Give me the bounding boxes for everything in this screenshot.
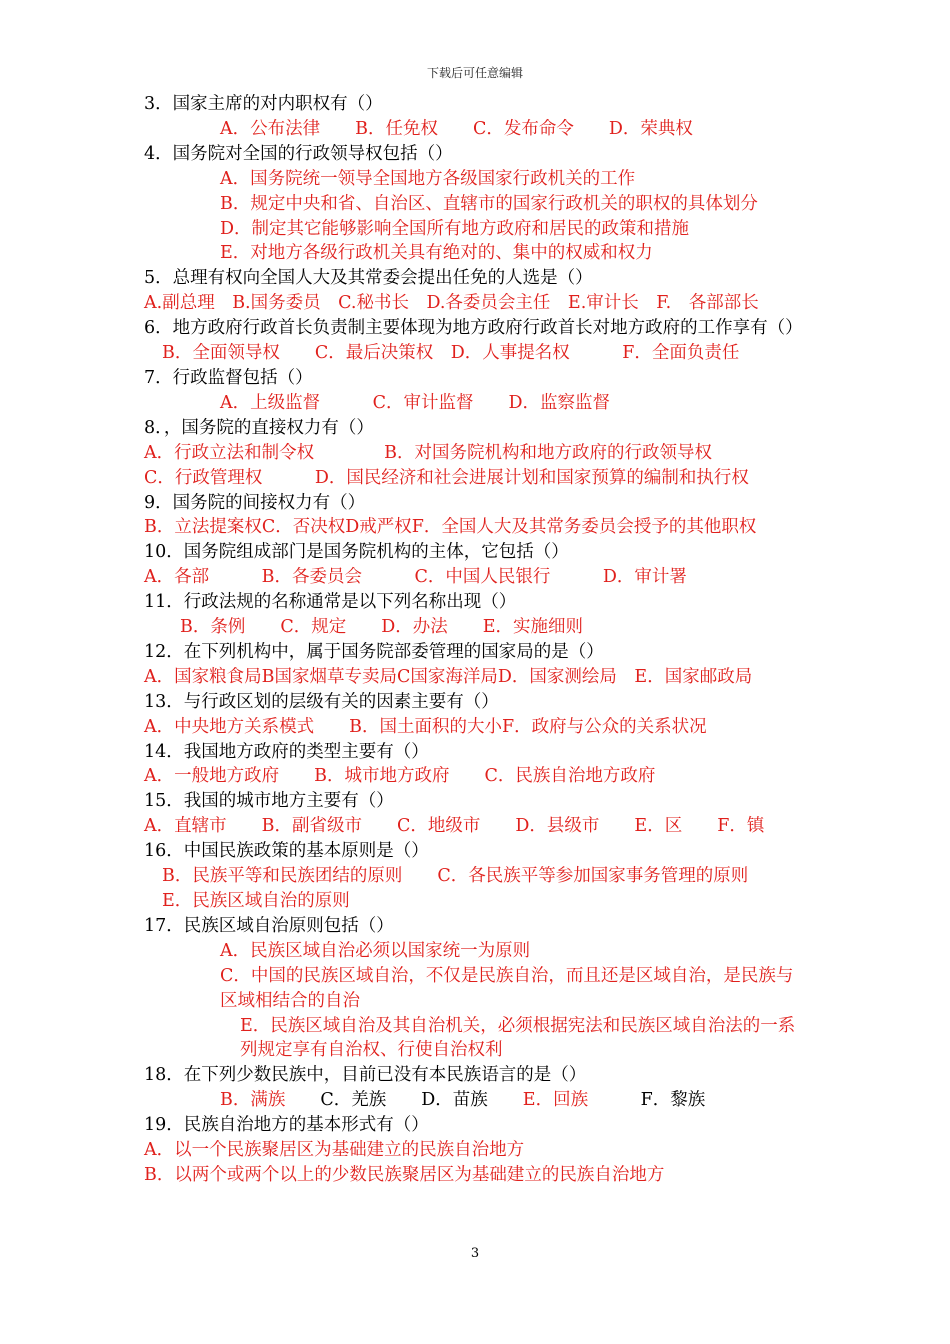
option-text: C．羌族 D．苗族 bbox=[285, 1090, 523, 1111]
answer-line: A.副总理 B.国务委员 C.秘书长 D.各委员会主任 E.审计长 F. 各部部长 bbox=[144, 293, 759, 314]
answer-line: B．民族平等和民族团结的原则 C．各民族平等参加国家事务管理的原则 bbox=[162, 866, 749, 887]
question-line: 3．国家主席的对内职权有（） bbox=[144, 94, 383, 114]
answer-line: A．中央地方关系模式 B．国土面积的大小F．政府与公众的关系状况 bbox=[144, 716, 707, 737]
answer-line: B．全面领导权 C．最后决策权 D．人事提名权 F．全面负责任 bbox=[162, 343, 740, 364]
question-line: 19．民族自治地方的基本形式有（） bbox=[144, 1115, 429, 1136]
answer-line: B．条例 C．规定 D．办法 E．实施细则 bbox=[180, 617, 584, 638]
document-body bbox=[144, 92, 810, 1188]
question-line: 15．我国的城市地方主要有（） bbox=[144, 791, 394, 812]
question-line: 10．国务院组成部门是国务院机构的主体，它包括（） bbox=[144, 542, 569, 563]
answer-line: A．公布法律 B．任免权 C．发布命令 D．荣典权 bbox=[220, 118, 693, 139]
answer-line bbox=[144, 1088, 810, 1113]
question-line: 11．行政法规的名称通常是以下列名称出现（） bbox=[144, 592, 517, 613]
answer-line: A．一般地方政府 B．城市地方政府 C．民族自治地方政府 bbox=[144, 766, 656, 787]
answer-line: A．各部 B．各委员会 C．中国人民银行 D．审计署 bbox=[144, 567, 687, 588]
option-text: F．黎族 bbox=[588, 1090, 706, 1111]
answer-line: C．行政管理权 D．国民经济和社会进展计划和国家预算的编制和执行权 bbox=[144, 467, 749, 488]
answer-line: E．民族区域自治及其自治机关，必须根据宪法和民族区域自治法的一系列规定享有自治权、行使自治权利 bbox=[240, 1015, 796, 1061]
answer-line: A．国家粮食局B国家烟草专卖局C国家海洋局D．国家测绘局 E．国家邮政局 bbox=[144, 666, 753, 687]
question-line: 17．民族区域自治原则包括（） bbox=[144, 915, 394, 936]
answer-line: B．以两个或两个以上的少数民族聚居区为基础建立的民族自治地方 bbox=[144, 1164, 665, 1185]
answer-line: A．民族区域自治必须以国家统一为原则 bbox=[220, 940, 531, 961]
answer-option: B．满族 bbox=[220, 1090, 286, 1111]
question-line: 16．中国民族政策的基本原则是（） bbox=[144, 841, 429, 862]
answer-line: D．制定其它能够影响全国所有地方政府和居民的政策和措施 bbox=[220, 218, 690, 239]
question-line: 9．国务院的间接权力有（） bbox=[144, 492, 366, 513]
question-line: 12．在下列机构中，属于国务院部委管理的国家局的是（） bbox=[144, 641, 604, 662]
answer-line: C．中国的民族区域自治，不仅是民族自治，而且还是区域自治，是民族与区域相结合的自治 bbox=[220, 965, 794, 1011]
question-line: 14．我国地方政府的类型主要有（） bbox=[144, 741, 429, 762]
answer-line: E．民族区域自治的原则 bbox=[162, 891, 350, 911]
question-line: 6．地方政府行政首长负责制主要体现为地方政府行政首长对地方政府的工作享有（） bbox=[144, 318, 803, 339]
answer-line: B．规定中央和省、自治区、直辖市的国家行政机关的职权的具体划分 bbox=[220, 193, 758, 214]
question-line: 13．与行政区划的层级有关的因素主要有（） bbox=[144, 691, 499, 712]
question-line: 8．，国务院的直接权力有（） bbox=[144, 417, 374, 438]
page-number: 3 bbox=[470, 1246, 480, 1261]
question-line: 5．总理有权向全国人大及其常委会提出任免的人选是（） bbox=[144, 268, 593, 289]
question-line: 4．国务院对全国的行政领导权包括（） bbox=[144, 143, 453, 164]
answer-line: A．上级监督 C．审计监督 D．监察监督 bbox=[220, 392, 611, 413]
answer-line: A．以一个民族聚居区为基础建立的民族自治地方 bbox=[144, 1140, 525, 1161]
page-header: 下载后可任意编辑 bbox=[426, 66, 523, 80]
question-line: 18．在下列少数民族中，目前已没有本民族语言的是（） bbox=[144, 1065, 587, 1086]
answer-line: A．国务院统一领导全国地方各级国家行政机关的工作 bbox=[220, 168, 636, 189]
answer-option: E．回族 bbox=[522, 1090, 589, 1111]
answer-line: A．行政立法和制令权 B．对国务院机构和地方政府的行政领导权 bbox=[144, 442, 712, 463]
question-line: 7．行政监督包括（） bbox=[144, 367, 313, 388]
answer-line: E．对地方各级行政机关具有绝对的、集中的权威和权力 bbox=[220, 243, 653, 264]
answer-line: B．立法提案权C．否决权D戒严权F．全国人大及其常务委员会授予的其他职权 bbox=[144, 517, 757, 538]
answer-line: A．直辖市 B．副省级市 C．地级市 D．县级市 E．区 F．镇 bbox=[144, 816, 765, 837]
